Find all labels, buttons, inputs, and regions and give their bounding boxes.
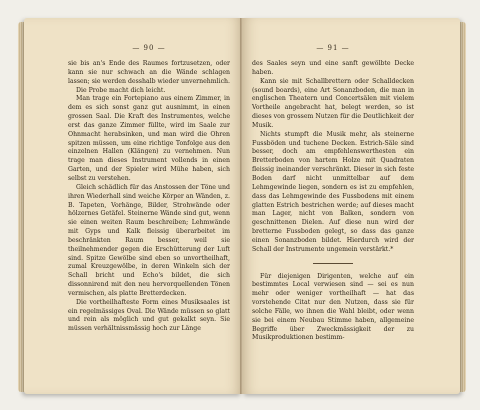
paragraph: sie bis an's Ende des Raumes fortzusetzen, oder kann sie nur schwach an die Wände schlagen lassen; sie werden desshalb wieder unvernehmlich. [68, 60, 230, 85]
right-page-text [252, 60, 414, 343]
paragraph: des Saales seyn und eine sanft gewölbte Decke haben. [252, 60, 414, 76]
paragraph: Nichts stumpft die Musik mehr, als steinerne Fussböden und tuchene Decken. Estrich-Säle sind besser, doch am empfehlenswerthesten ein Bretterboden von hartem Holze mit Quadraten fleissig ineinander verschränkt. Dieser in sich feste Boden darf nicht unmittelbar auf dem Lehmgewinde liegen, sondern es ist zu empfehlen, dass das Lehmgewinde des Fussbodens mit einem glatten Estrich bestrichen werde; auf dieses macht man Lager, nicht von Balken, sondern von geschnittenen Dielen. Auf diese nun wird der bretterne Fussboden gelegt, so dass das ganze einen Sonanzboden bildet. Hierdurch wird der Schall der Instrumente ungemein verstärkt.* [252, 130, 414, 253]
section-divider [313, 263, 353, 264]
paragraph: Die Probe macht dich leicht. [76, 86, 166, 94]
paragraph: Man trage ein Fortepiano aus einem Zimmer, in dem es sich sonst ganz gut ausnimmt, in einen grossen Saal. Die Kraft des Instrumentes, welche erst das ganze Zimmer füllte, wird im Saale zur Ohnmacht herabsinken, und man wird die Ohren spitzen müssen, um eine richtige Tonfolge aus den einzelnen Hallen (Klängen) zu vernehmen. Nun trage man dieses Instrument vollends in einen Garten, und der Spieler wird Mühe haben, sich selbst zu verstehen. [68, 95, 230, 182]
open-book [18, 12, 466, 400]
paragraph: Die vortheilhafteste Form eines Musiksaales ist ein regelmässiges Oval. Die Wände müssen so glatt und rein als möglich und gut gekalkt seyn. Sie müssen verhältnissmässig hoch zur Länge [68, 298, 230, 333]
paragraph: Gleich schädlich für das Anstossen der Töne und ihren Wiederhall sind weiche Körper an Wänden, z. B. Tapeten, Vorhänge, Bilder, Strohwände oder hölzernes Getäfel. Steinerne Wände sind gut, wenn sie einen weiten Raum beschreiben; Lehmwände mit Gyps und Kalk fleissig überarbeitet im beschränkten Raum besser, weil sie theilnehmender gegen die Erschütterung der Luft sind. Spitze Gewölbe sind eben so unvortheilhaft, zumal Kreuzgewölbe, in deren Winkeln sich der Schall bricht und Echo's bildet, die sich dissonnirend mit den neu hervorquellenden Tönen vermischen, als platte Bretterdecken. [68, 183, 230, 297]
left-page-text [68, 60, 230, 334]
right-page-number: — 91 — [316, 44, 350, 52]
left-page [24, 18, 242, 394]
right-page [242, 18, 460, 394]
left-page-number: — 90 — [132, 44, 166, 52]
paragraph: Für diejenigen Dirigenten, welche auf ein bestimmtes Local verwiesen sind — sei es nun mehr oder weniger vortheilhaft — hat das vorstehende Citat nur den Nutzen, dass sie für solche Fälle, wo ihnen die Wahl bleibt, oder wenn sie bei einem Neubau Stimme haben, allgemeine Begriffe über Zweckmässigkeit der zu Musikproduktionen bestimm- [252, 272, 414, 342]
paragraph: Kann sie mit Schallbrettern oder Schalldecken (sound boards), eine Art Sonanzboden, die man in englischen Theatern und Concertsälen mit vielem Vortheile angebracht hat, belegt werden, so ist dieses von grossem Nutzen für die Deutlichkeit der Musik. [252, 77, 414, 129]
